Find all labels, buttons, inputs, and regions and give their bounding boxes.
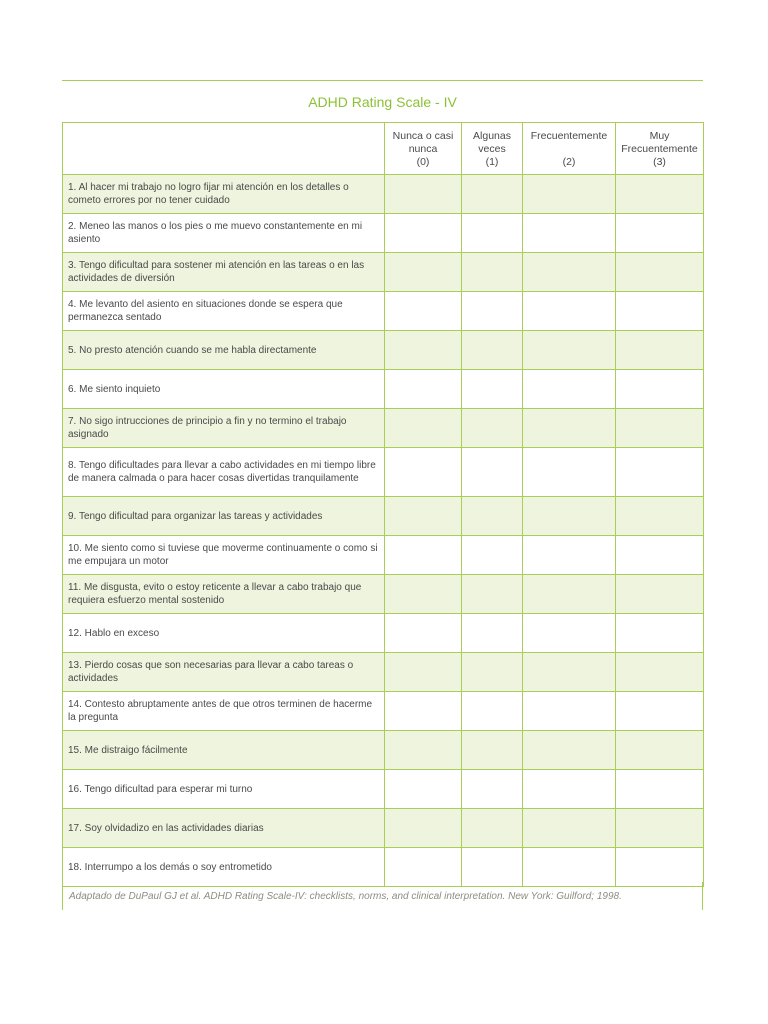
answer-cell-3[interactable] (616, 848, 704, 887)
question-text: 12. Hablo en exceso (63, 614, 385, 653)
table-row (63, 770, 704, 809)
footer-row (62, 882, 703, 910)
answer-cell-1[interactable] (462, 731, 523, 770)
answer-cell-2[interactable] (523, 848, 616, 887)
answer-cell-0[interactable] (385, 497, 462, 536)
answer-cell-1[interactable] (462, 848, 523, 887)
question-text: 15. Me distraigo fácilmente (63, 731, 385, 770)
answer-cell-2[interactable] (523, 214, 616, 253)
answer-cell-2[interactable] (523, 292, 616, 331)
answer-cell-2[interactable] (523, 253, 616, 292)
answer-cell-1[interactable] (462, 175, 523, 214)
answer-cell-2[interactable] (523, 409, 616, 448)
question-text: 14. Contesto abruptamente antes de que otros terminen de hacerme la pregunta (63, 692, 385, 731)
answer-cell-3[interactable] (616, 770, 704, 809)
answer-cell-3[interactable] (616, 653, 704, 692)
answer-cell-3[interactable] (616, 370, 704, 409)
answer-cell-0[interactable] (385, 536, 462, 575)
header-row (63, 123, 704, 175)
question-text: 18. Interrumpo a los demás o soy entrometido (63, 848, 385, 887)
answer-cell-1[interactable] (462, 809, 523, 848)
answer-cell-0[interactable] (385, 292, 462, 331)
question-text: 11. Me disgusta, evito o estoy reticente a llevar a cabo trabajo que requiera esfuerzo mental sostenido (63, 575, 385, 614)
answer-cell-2[interactable] (523, 370, 616, 409)
question-text: 4. Me levanto del asiento en situaciones donde se espera que permanezca sentado (63, 292, 385, 331)
answer-cell-0[interactable] (385, 331, 462, 370)
table-row (63, 614, 704, 653)
table-row (63, 809, 704, 848)
answer-cell-1[interactable] (462, 409, 523, 448)
answer-cell-2[interactable] (523, 448, 616, 497)
answer-cell-3[interactable] (616, 331, 704, 370)
header-question-cell (63, 123, 385, 175)
answer-cell-3[interactable] (616, 253, 704, 292)
table-row (63, 409, 704, 448)
table-row (63, 292, 704, 331)
answer-cell-0[interactable] (385, 214, 462, 253)
question-text: 17. Soy olvidadizo en las actividades diarias (63, 809, 385, 848)
table-row (63, 848, 704, 887)
table-row (63, 653, 704, 692)
question-text: 1. Al hacer mi trabajo no logro fijar mi atención en los detalles o cometo errores por no tener cuidado (63, 175, 385, 214)
answer-cell-3[interactable] (616, 536, 704, 575)
answer-cell-0[interactable] (385, 370, 462, 409)
answer-cell-1[interactable] (462, 770, 523, 809)
answer-cell-2[interactable] (523, 614, 616, 653)
table-row (63, 731, 704, 770)
answer-cell-2[interactable] (523, 575, 616, 614)
answer-cell-0[interactable] (385, 575, 462, 614)
answer-cell-3[interactable] (616, 497, 704, 536)
answer-cell-0[interactable] (385, 448, 462, 497)
table-row (63, 692, 704, 731)
table-row (63, 331, 704, 370)
table-row (63, 370, 704, 409)
answer-cell-3[interactable] (616, 731, 704, 770)
table-row (63, 575, 704, 614)
answer-cell-0[interactable] (385, 692, 462, 731)
question-text: 8. Tengo dificultades para llevar a cabo actividades en mi tiempo libre de manera calmada o para hacer cosas divertidas tranquilamente (63, 448, 385, 497)
top-rule (62, 80, 703, 81)
answer-cell-2[interactable] (523, 653, 616, 692)
table-row (63, 536, 704, 575)
header-col-2: Frecuentemente (2) (523, 123, 616, 175)
header-col-0: Nunca o casi nunca (0) (385, 123, 462, 175)
question-text: 2. Meneo las manos o los pies o me muevo constantemente en mi asiento (63, 214, 385, 253)
answer-cell-1[interactable] (462, 497, 523, 536)
answer-cell-2[interactable] (523, 175, 616, 214)
answer-cell-0[interactable] (385, 409, 462, 448)
question-text: 7. No sigo intrucciones de principio a fin y no termino el trabajo asignado (63, 409, 385, 448)
question-text: 10. Me siento como si tuviese que moverme continuamente o como si me empujara un motor (63, 536, 385, 575)
answer-cell-3[interactable] (616, 692, 704, 731)
answer-cell-0[interactable] (385, 809, 462, 848)
answer-cell-0[interactable] (385, 848, 462, 887)
answer-cell-1[interactable] (462, 253, 523, 292)
page-title: ADHD Rating Scale - IV (308, 94, 457, 110)
table-row (63, 497, 704, 536)
answer-cell-1[interactable] (462, 692, 523, 731)
table-row (63, 448, 704, 497)
question-text: 6. Me siento inquieto (63, 370, 385, 409)
source-citation: Adaptado de DuPaul GJ et al. ADHD Rating Scale-IV: checklists, norms, and clinical interpretation. New York: Guilford; 1998. (69, 891, 622, 902)
answer-cell-2[interactable] (523, 692, 616, 731)
answer-cell-0[interactable] (385, 731, 462, 770)
answer-cell-1[interactable] (462, 214, 523, 253)
question-text: 3. Tengo dificultad para sostener mi atención en las tareas o en las actividades de diversión (63, 253, 385, 292)
answer-cell-3[interactable] (616, 175, 704, 214)
answer-cell-1[interactable] (462, 575, 523, 614)
question-text: 16. Tengo dificultad para esperar mi turno (63, 770, 385, 809)
table-row (63, 175, 704, 214)
answer-cell-1[interactable] (462, 331, 523, 370)
answer-cell-1[interactable] (462, 292, 523, 331)
answer-cell-2[interactable] (523, 809, 616, 848)
answer-cell-1[interactable] (462, 448, 523, 497)
answer-cell-3[interactable] (616, 214, 704, 253)
answer-cell-1[interactable] (462, 653, 523, 692)
answer-cell-3[interactable] (616, 448, 704, 497)
rating-table (62, 122, 704, 887)
header-col-1: Algunas veces (1) (462, 123, 523, 175)
answer-cell-0[interactable] (385, 770, 462, 809)
answer-cell-3[interactable] (616, 409, 704, 448)
answer-cell-1[interactable] (462, 614, 523, 653)
question-text: 5. No presto atención cuando se me habla directamente (63, 331, 385, 370)
answer-cell-2[interactable] (523, 536, 616, 575)
answer-cell-3[interactable] (616, 575, 704, 614)
answer-cell-2[interactable] (523, 731, 616, 770)
question-text: 13. Pierdo cosas que son necesarias para llevar a cabo tareas o actividades (63, 653, 385, 692)
answer-cell-0[interactable] (385, 653, 462, 692)
answer-cell-1[interactable] (462, 370, 523, 409)
answer-cell-0[interactable] (385, 253, 462, 292)
header-col-3: Muy Frecuentemente (3) (616, 123, 704, 175)
answer-cell-3[interactable] (616, 614, 704, 653)
question-text: 9. Tengo dificultad para organizar las tareas y actividades (63, 497, 385, 536)
table-row (63, 214, 704, 253)
answer-cell-0[interactable] (385, 175, 462, 214)
answer-cell-2[interactable] (523, 770, 616, 809)
answer-cell-1[interactable] (462, 536, 523, 575)
answer-cell-2[interactable] (523, 497, 616, 536)
answer-cell-0[interactable] (385, 614, 462, 653)
answer-cell-3[interactable] (616, 809, 704, 848)
answer-cell-3[interactable] (616, 292, 704, 331)
answer-cell-2[interactable] (523, 331, 616, 370)
table-row (63, 253, 704, 292)
